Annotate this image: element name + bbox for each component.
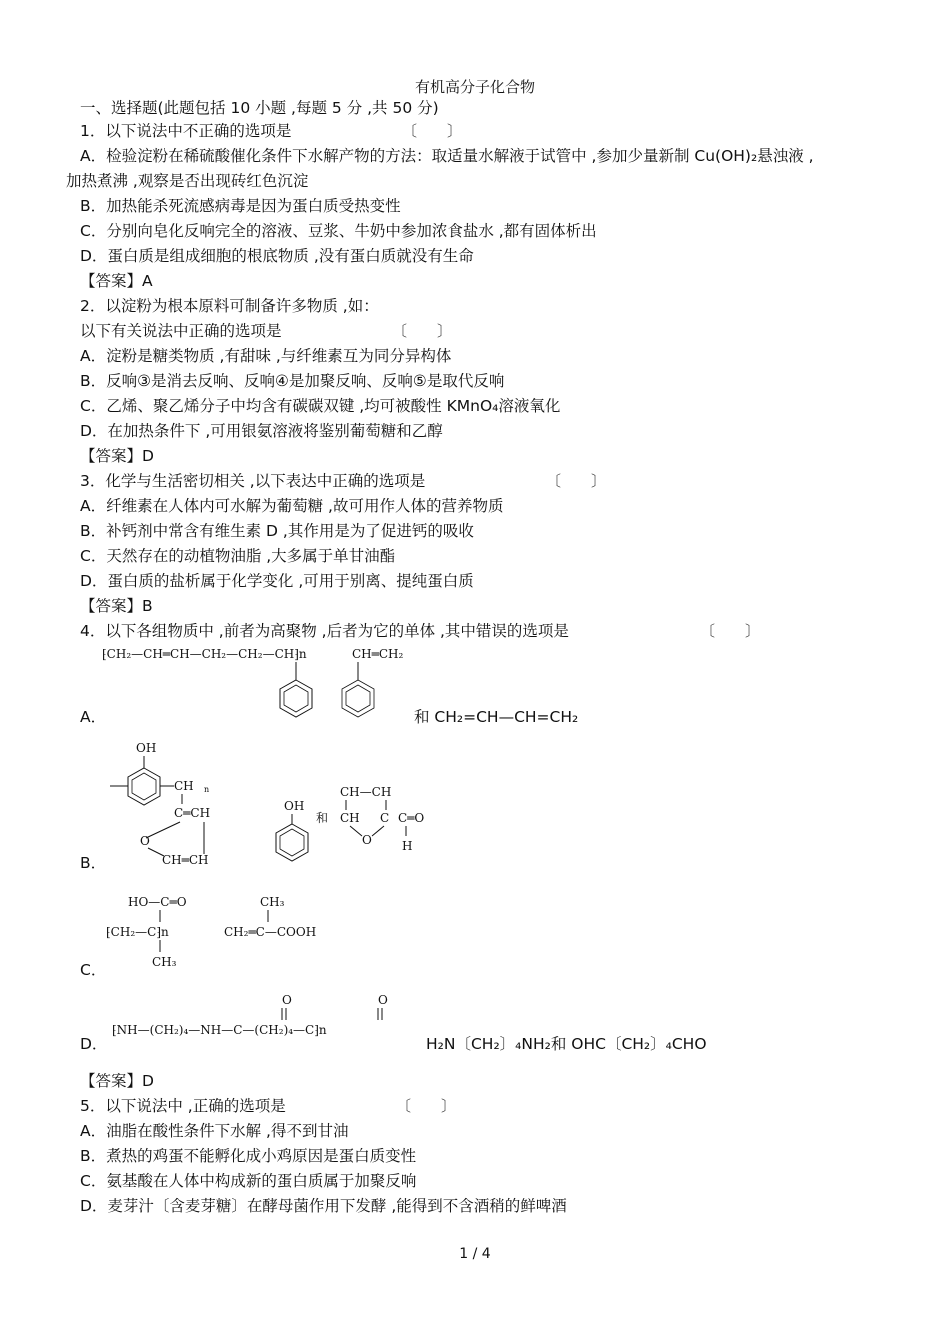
q4-option-d-label: D． bbox=[80, 1035, 108, 1053]
q2-answer: 【答案】D bbox=[80, 447, 154, 465]
q1-option-a-line1: A．检验淀粉在稀硫酸催化条件下水解产物的方法：取适量水解液于试管中 ,参加少量新制 Cu(OH)₂悬浊液 , bbox=[80, 147, 814, 165]
q3-stem: 3．化学与生活密切相关 ,以下表达中正确的选项是 bbox=[80, 472, 426, 490]
page-title: 有机高分子化合物 bbox=[414, 78, 535, 96]
q1-option-a-line2: 加热煮沸 ,观察是否出现砖红色沉淀 bbox=[66, 172, 309, 190]
q5-option-c: C．氨基酸在人体中构成新的蛋白质属于加聚反响 bbox=[80, 1172, 417, 1190]
q2-stem2: 以下有关说法中正确的选项是 bbox=[80, 322, 282, 340]
svg-text:OH: OH bbox=[284, 799, 305, 813]
q3-option-d: D．蛋白质的盐析属于化学变化 ,可用于别离、提纯蛋白质 bbox=[80, 572, 474, 590]
svg-text:O: O bbox=[362, 833, 372, 847]
svg-text:CH: CH bbox=[340, 811, 360, 825]
svg-text:O: O bbox=[282, 993, 292, 1007]
q4-stem: 4．以下各组物质中 ,前者为高聚物 ,后者为它的单体 ,其中错误的选项是 bbox=[80, 622, 569, 640]
q4-option-a-structure bbox=[100, 640, 420, 725]
svg-text:CH₂═C—COOH: CH₂═C—COOH bbox=[224, 925, 317, 939]
svg-text:⁅CH₂—C⁆n: ⁅CH₂—C⁆n bbox=[106, 925, 169, 939]
q4-option-b-label: B． bbox=[80, 854, 107, 872]
q2-option-c: C．乙烯、聚乙烯分子中均含有碳碳双键 ,均可被酸性 KMnO₄溶液氧化 bbox=[80, 397, 561, 415]
q4-option-a-label: A． bbox=[80, 708, 107, 726]
q2-answer-paren: 〔 〕 bbox=[392, 322, 453, 340]
svg-text:CH: CH bbox=[174, 779, 194, 793]
q1-option-c: C．分别向皂化反响完全的溶液、豆浆、牛奶中参加浓食盐水 ,都有固体析出 bbox=[80, 222, 597, 240]
page-number: 1 / 4 bbox=[459, 1246, 491, 1262]
q1-answer: 【答案】A bbox=[80, 272, 153, 290]
benzene-ring-icon bbox=[342, 662, 374, 717]
polymer-formula: ⁅CH₂—CH═CH—CH₂—CH₂—CH⁆n bbox=[102, 647, 307, 661]
q1-answer-paren: 〔 〕 bbox=[402, 122, 463, 140]
svg-text:OH: OH bbox=[136, 741, 157, 755]
q4-answer: 【答案】D bbox=[80, 1072, 154, 1090]
q4-option-d-structure bbox=[110, 990, 410, 1050]
svg-text:H: H bbox=[402, 839, 413, 853]
monomer-formula: CH═CH₂ bbox=[352, 647, 404, 661]
q4-option-c-label: C． bbox=[80, 961, 107, 979]
q4-option-d-text: H₂N〔CH₂〕₄NH₂和 OHC〔CH₂〕₄CHO bbox=[426, 1035, 707, 1053]
svg-text:CH₃: CH₃ bbox=[260, 895, 285, 909]
section-heading: 一、选择题(此题包括 10 小题 ,每题 5 分 ,共 50 分) bbox=[80, 99, 439, 117]
q2-stem: 2．以淀粉为根本原料可制备许多物质 ,如： bbox=[80, 297, 379, 315]
q3-answer: 【答案】B bbox=[80, 597, 153, 615]
svg-text:CH═CH: CH═CH bbox=[162, 853, 209, 867]
svg-text:⁅NH—(CH₂)₄—NH—C—(CH₂)₄—C⁆n: ⁅NH—(CH₂)₄—NH—C—(CH₂)₄—C⁆n bbox=[112, 1023, 327, 1037]
q5-option-b: B．煮热的鸡蛋不能孵化成小鸡原因是蛋白质变性 bbox=[80, 1147, 417, 1165]
svg-text:O: O bbox=[140, 834, 150, 848]
q4-answer-paren: 〔 〕 bbox=[700, 622, 761, 640]
q3-option-c: C．天然存在的动植物油脂 ,大多属于单甘油酯 bbox=[80, 547, 396, 565]
q1-option-b: B．加热能杀死流感病毒是因为蛋白质受热变性 bbox=[80, 197, 401, 215]
svg-text:和: 和 bbox=[316, 811, 329, 825]
q4-option-a-text: 和 CH₂=CH—CH=CH₂ bbox=[414, 708, 579, 726]
q3-option-a: A．纤维素在人体内可水解为葡萄糖 ,故可用作人体的营养物质 bbox=[80, 497, 504, 515]
q5-answer-paren: 〔 〕 bbox=[396, 1097, 457, 1115]
q1-option-d: D．蛋白质是组成细胞的根底物质 ,没有蛋白质就没有生命 bbox=[80, 247, 474, 265]
q1-stem: 1．以下说法中不正确的选项是 bbox=[80, 122, 292, 140]
benzene-ring-icon bbox=[280, 662, 312, 717]
q2-option-a: A．淀粉是糖类物质 ,有甜味 ,与纤维素互为同分异构体 bbox=[80, 347, 452, 365]
q4-option-b-structure bbox=[100, 738, 460, 873]
svg-text:C═CH: C═CH bbox=[174, 806, 211, 820]
svg-text:O: O bbox=[378, 993, 388, 1007]
svg-text:CH₃: CH₃ bbox=[152, 955, 177, 969]
q5-stem: 5．以下说法中 ,正确的选项是 bbox=[80, 1097, 286, 1115]
q3-option-b: B．补钙剂中常含有维生素 D ,其作用是为了促进钙的吸收 bbox=[80, 522, 474, 540]
q2-option-d: D．在加热条件下 ,可用银氨溶液将鉴别葡萄糖和乙醇 bbox=[80, 422, 443, 440]
svg-text:CH—CH: CH—CH bbox=[340, 785, 392, 799]
q2-option-b: B．反响③是消去反响、反响④是加聚反响、反响⑤是取代反响 bbox=[80, 372, 505, 390]
svg-text:n: n bbox=[204, 785, 210, 794]
svg-text:C: C bbox=[380, 811, 390, 825]
svg-text:C═O: C═O bbox=[398, 811, 425, 825]
svg-text:HO—C═O: HO—C═O bbox=[128, 895, 187, 909]
q5-option-d: D．麦芽汁〔含麦芽糖〕在酵母菌作用下发酵 ,能得到不含酒稍的鲜啤酒 bbox=[80, 1197, 567, 1215]
q5-option-a: A．油脂在酸性条件下水解 ,得不到甘油 bbox=[80, 1122, 349, 1140]
q4-option-c-structure bbox=[100, 892, 360, 974]
q3-answer-paren: 〔 〕 bbox=[546, 472, 607, 490]
